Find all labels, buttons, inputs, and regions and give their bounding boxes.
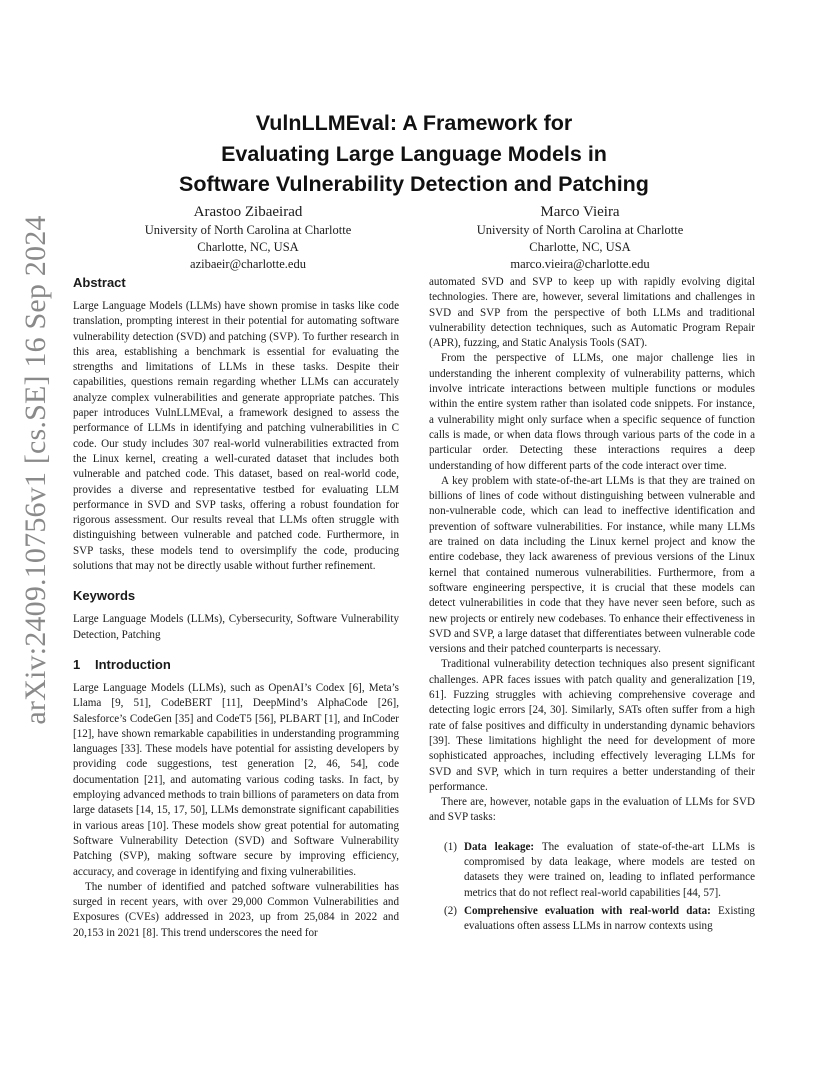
title-line: Software Vulnerability Detection and Patching — [179, 172, 649, 196]
section-number: 1 — [73, 656, 81, 672]
arxiv-stamp-text: arXiv:2409.10756v1 [cs.SE] 16 Sep 2024 — [19, 215, 52, 725]
gap-number: (2) — [444, 904, 457, 917]
section-title: Introduction — [95, 656, 171, 672]
intro-paragraph: The number of identified and patched software vulnerabilities has surged in recent years, with over 29,000 Common Vulnerabilities and Exposures (CVEs) addressed in 2023, up from 25,084 in 2022 and 20,153 in 2021 [8]. This trend underscores the need for — [73, 880, 399, 939]
gap-label: Data leakage: — [464, 840, 535, 853]
keywords-heading: Keywords — [73, 588, 136, 604]
paper-title — [60, 108, 768, 200]
author-email[interactable]: marco.vieira@charlotte.edu — [510, 257, 650, 271]
author-location: Charlotte, NC, USA — [529, 240, 631, 254]
gap-item — [429, 904, 755, 935]
author-name: Arastoo Zibaeirad — [193, 204, 303, 220]
author-affiliation: University of North Carolina at Charlotte — [476, 223, 684, 237]
intro-paragraph: There are, however, notable gaps in the evaluation of LLMs for SVD and SVP tasks: — [429, 796, 755, 824]
author-affiliation: University of North Carolina at Charlotte — [144, 223, 352, 237]
author-email[interactable]: azibaeir@charlotte.edu — [190, 257, 306, 271]
abstract-heading: Abstract — [73, 275, 126, 290]
section-heading-introduction — [73, 657, 399, 673]
title-line: VulnLLMEval: A Framework for — [255, 111, 573, 135]
author-block — [118, 203, 378, 273]
title-line: Evaluating Large Language Models in — [221, 141, 607, 166]
intro-paragraph: Large Language Models (LLMs), such as OpenAI’s Codex [6], Meta’s Llama [9, 51], CodeBERT [11], DeepMind’s AlphaCode [26], Salesforce’s CodeGen [35] and CodeT5 [56], PLBART [1], and InCoder [12], have shown remarkable capabilities in understanding programming languages [33]. These models have potential for assisting developers by providing code suggestions, test generation [2, 46, 54], code documentation [21], and automating various coding tasks. In fact, by employing advanced methods to train billions of parameters on data from large datasets [14, 15, 17, 50], LLMs demonstrate significant capabilities in various areas [10]. These models show great potential for automating Software Vulnerability Detection (SVD) and Software Vulnerability Patching (SVP), making software secure by improving efficiency, accuracy, and coverage in identifying and fixing vulnerabilities. — [73, 681, 399, 878]
intro-paragraph: Traditional vulnerability detection techniques also present significant challenges. APR faces issues with patch quality and generalization [19, 61]. Fuzzing struggles with achieving comprehensive coverage and detecting logic errors [24, 30]. Similarly, SATs often suffer from a high rate of false positives and difficulty in understanding dynamic behaviors [39]. These limitations highlight the need for development of more sophisticated approaches, including effectively leveraging LLMs for SVD and SVP, which in turn requires a better understanding of their performance. — [429, 658, 755, 793]
gap-item — [429, 840, 755, 901]
gap-number: (1) — [444, 840, 457, 853]
gap-text: Existing evaluations often assess LLMs in narrow contexts using — [464, 904, 755, 933]
intro-paragraph: From the perspective of LLMs, one major challenge lies in understanding the inherent complexity of vulnerability patterns, which involve intricate interactions between multiple functions or modules within the entire system rather than isolated code snippets. For instance, a vulnerability might only surface when a specific sequence of function calls is made, or when data flows through various parts of the code in a particular order. Detecting these interactions requires a deep understanding of how different parts of the code interact over time. — [429, 352, 755, 472]
gap-label: Comprehensive evaluation with real-world data: — [464, 904, 711, 917]
left-column — [73, 275, 399, 941]
gap-text: The evaluation of state-of-the-art LLMs is compromised by data leakage, where models are tested on datasets they were trained on, leading to inflated performance metrics that do not reflect real-world capabilities [44, 57]. — [464, 840, 755, 899]
intro-paragraph: automated SVD and SVP to keep up with rapidly evolving digital technologies. There are, however, several limitations and challenges in SVD and SVP from the perspective of both LLMs and traditional vulnerability detection techniques, such as Automatic Program Repair (APR), fuzzing, and Static Analysis Tools (SAT). — [429, 276, 755, 350]
author-location: Charlotte, NC, USA — [197, 240, 299, 254]
gaps-list — [429, 840, 755, 935]
author-block — [450, 203, 710, 273]
right-column — [429, 275, 755, 937]
intro-paragraph: A key problem with state-of-the-art LLMs is that they are trained on billions of lines of code without distinguishing between vulnerable and non-vulnerable code, which can lead to ineffective identification and prevention of software vulnerabilities. For instance, while many LLMs are trained on data including the Linux kernel project and know the entire codebase, they lack awareness of previous versions of the Linux kernel that contained numerous vulnerabilities. Furthermore, from a software engineering perspective, it is crucial that these models can detect vulnerabilities in code that they have never seen before, such as new projects or entirely new codebases. To enhance their effectiveness in SVD and SVP, a large dataset that differentiates between vulnerable code versions and their patched counterparts is necessary. — [429, 474, 755, 656]
arxiv-identifier-stamp — [0, 0, 60, 1072]
abstract-text: Large Language Models (LLMs) have shown promise in tasks like code translation, prompting interest in their potential for automating software vulnerability detection (SVD) and patching (SVP). To further research in this area, establishing a benchmark is essential for evaluating the strengths and limitations of LLMs in these tasks. Despite their capabilities, questions remain regarding whether LLMs can accurately analyze complex vulnerabilities and generate appropriate patches. This paper introduces VulnLLMEval, a framework designed to assess the performance of LLMs in identifying and patching vulnerabilities in C code. Our study includes 307 real-world vulnerabilities extracted from the Linux kernel, creating a well-curated dataset that includes both vulnerable and patched code. This dataset, based on real-world code, provides a diverse and representative testbed for evaluating LLM performance in SVD and SVP tasks, offering a robust foundation for rigorous assessment. Our results reveal that LLMs often struggle with distinguishing between vulnerable and patched code. Furthermore, in SVP tasks, these models tend to oversimplify the code, producing solutions that may not be directly usable without further refinement. — [73, 300, 399, 573]
author-name: Marco Vieira — [540, 204, 620, 220]
keywords-text: Large Language Models (LLMs), Cybersecurity, Software Vulnerability Detection, Patching — [73, 613, 399, 641]
